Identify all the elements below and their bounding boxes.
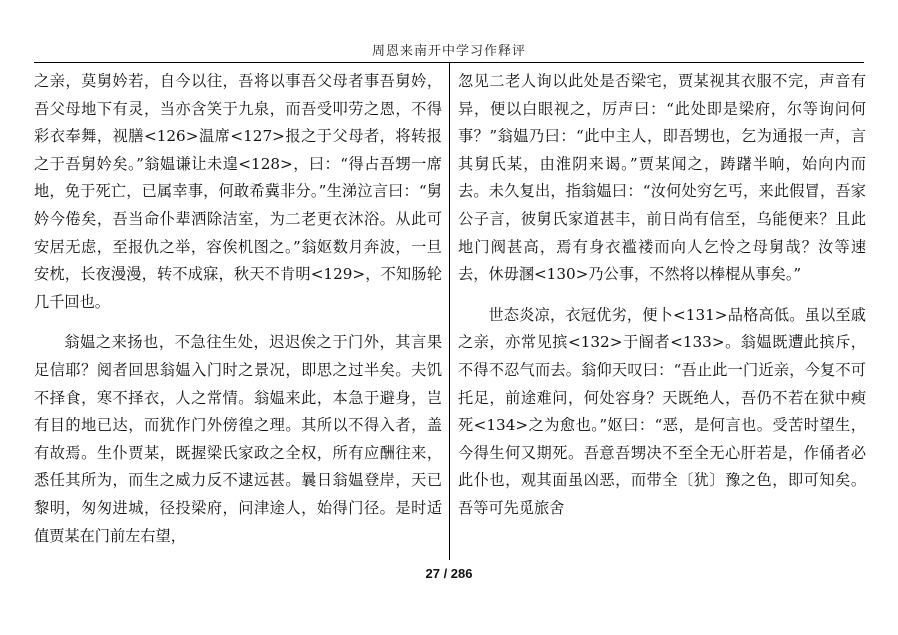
left-paragraph-2: 翁媪之来扬也，不急往生处，迟迟俟之于门外，其言果足信耶？阅者回思翁媪入门时之景况，即思之过半矣。夫饥不择食，寒不择衣，人之常情。翁媪来此，本急于避身，岂有目的地已达，而犹作门外傍徨之理。其所以不得入者，盖有故焉。生仆贾某，既握梁氏家政之全权，所有应酬往来，悉任其所为，而生之威力反不逮远甚。曩日翁媪登岸，天已黎明，匆匆进城，径投梁府，问津途人，始得门径。是时适值贾某在门前左右望， [34, 333, 442, 545]
right-column [458, 68, 866, 523]
right-paragraph-1: 忽见二老人询以此处是否梁宅，贾某视其衣服不完，声音有异，便以白眼视之，厉声曰：“此处即是梁府，尔等询问何事？”翁媪乃曰：“此中主人，即吾甥也，乞为通报一声，言其舅氏某，由淮阴来谒。”贾某闻之，踌躇半晌，始向内而去。未久复出，指翁媪曰：“汝何处穷乞丐，来此假冒，吾家公子言，彼舅氏家道甚丰，前日尚有信至，乌能便来？且此地门阀甚高，焉有身衣褴褛而向人乞怜之母舅哉？汝等速去，休毋溷<130>乃公事，不然将以棒棍从事矣。” [458, 72, 866, 284]
right-paragraph-2: 世态炎凉，衣冠优劣，便卜<131>品格高低。虽以至戚之亲，亦常见摈<132>于阍者<133>。翁媪既遭此摈斥，不得不忍气而去。翁仰天叹曰：“吾止此一门近亲，今复不可托足，前途难问，何处容身？天既绝人，吾仍不若在狱中瘐死<134>之为愈也。”妪曰：“恶，是何言也。受苦时望生，今得生何又期死。吾意吾甥决不至全无心肝若是，作俑者必此仆也，观其面虽凶恶，而带全〔犹〕豫之色，即可知矣。吾等可先觅旅舍 [458, 305, 866, 517]
running-header: 周恩来南开中学习作释评 [371, 44, 526, 59]
column-divider [449, 62, 450, 560]
page-number: 27 / 286 [425, 566, 473, 581]
left-column [34, 68, 442, 550]
left-paragraph-1: 之亲，莫舅妗若，自今以往，吾将以事吾父母者事吾舅妗，吾父母地下有灵，当亦含笑于九泉，而吾受叩劳之恩，不得彩衣奉舞，视膳<126>温席<127>报之于父母者，将转报之于吾舅妗矣。”翁媪谦让未遑<128>，曰：“得占吾甥一席地，免于死亡，已属幸事，何敢希冀非分。”生涕泣言曰：“舅妗今倦矣，吾当命仆辈洒除洁室，为二老更衣沐浴。从此可安居无虑，至报仇之举，容俟机图之。”翁妪数月奔波，一旦安枕，长夜漫漫，转不成寐，秋天不肯明<129>，不知肠轮几千回也。 [34, 72, 442, 311]
